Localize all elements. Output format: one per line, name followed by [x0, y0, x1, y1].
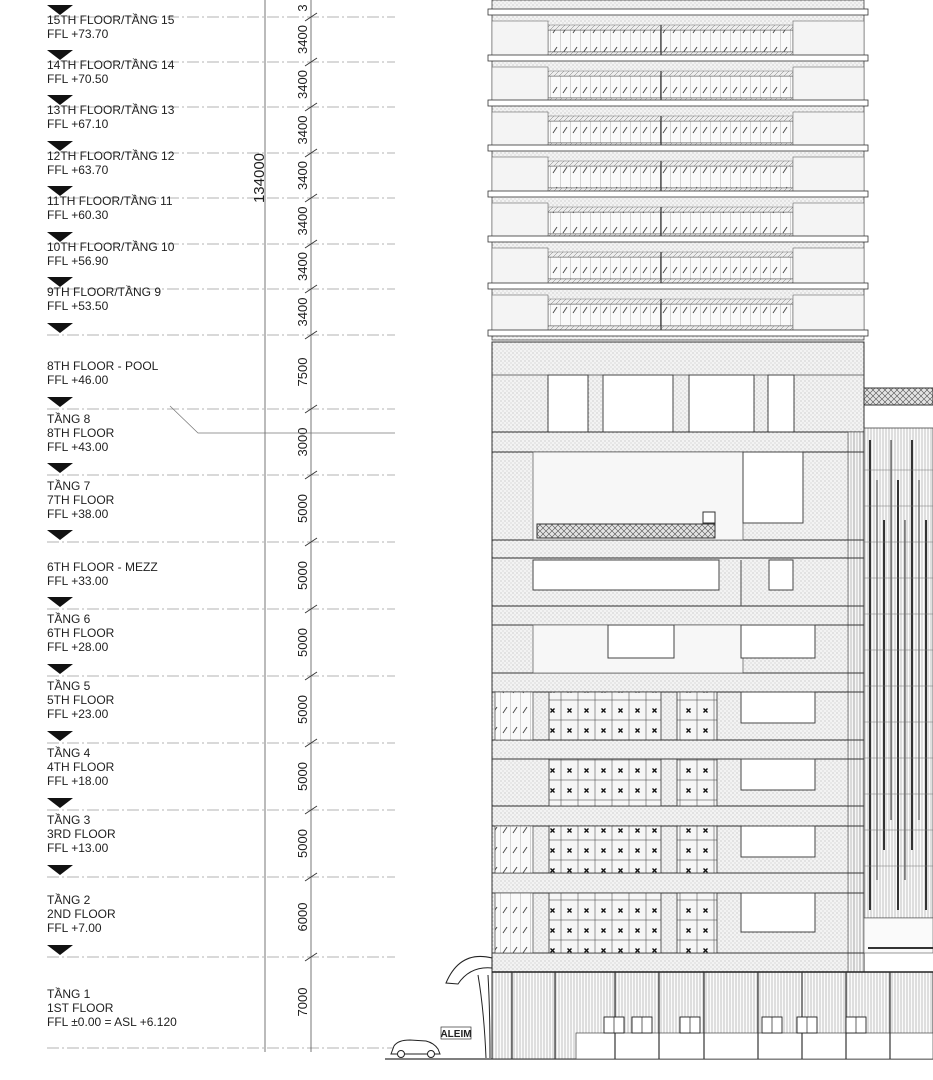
glazing-panel: [495, 826, 533, 873]
level-ffl: FFL +33.00: [47, 574, 109, 588]
level-title: 10TH FLOOR/TẦNG 10: [47, 240, 175, 254]
wall-panel: [793, 248, 864, 286]
level-title: TẦNG 7: [47, 479, 91, 493]
wall-opening: [741, 692, 815, 723]
glazing-band: [548, 257, 793, 279]
glazing-panel: [495, 893, 533, 953]
building-elevation: [391, 0, 933, 1059]
level-ffl: FFL +28.00: [47, 640, 109, 654]
level-title: TẦNG 5: [47, 679, 91, 693]
level-title: 9TH FLOOR/TẦNG 9: [47, 285, 162, 299]
level-marker-icon: [47, 323, 73, 333]
floor-slab: [488, 55, 868, 61]
level-ffl: FFL +73.70: [47, 27, 109, 41]
level-subtitle: 4TH FLOOR: [47, 760, 115, 774]
level-marker-icon: [47, 865, 73, 875]
spandrel-band: [548, 71, 793, 76]
spandrel-band: [548, 207, 793, 212]
wall-panel: [492, 21, 548, 59]
level-subtitle: 1ST FLOOR: [47, 1001, 114, 1015]
wall-opening: [741, 826, 815, 857]
spandrel-band: [548, 299, 793, 304]
storey-dimension: 3400: [295, 161, 310, 190]
storey-dimension: 5000: [295, 695, 310, 724]
level-title: TẦNG 1: [47, 987, 91, 1001]
spandrel-band: [548, 161, 793, 166]
level-title: 8TH FLOOR - POOL: [47, 359, 159, 373]
wall-panel: [793, 295, 864, 333]
wall-panel: [492, 295, 548, 333]
level-title: 12TH FLOOR/TẦNG 12: [47, 149, 175, 163]
ground-floor: [391, 956, 933, 1059]
window-grid: [677, 893, 717, 953]
storey-dimension: 3400: [295, 297, 310, 327]
entrance-canopy: [446, 956, 492, 984]
level-marker-icon: [47, 397, 73, 407]
wall-opening: [741, 893, 815, 932]
level-title: 13TH FLOOR/TẦNG 13: [47, 103, 175, 117]
floor-slab: [488, 9, 868, 15]
level-ffl: FFL +38.00: [47, 507, 109, 521]
storey-dimension: 3400: [295, 115, 310, 145]
level-title: TẦNG 2: [47, 893, 91, 907]
storey-dimension: 5000: [295, 628, 310, 657]
spandrel-band: [548, 116, 793, 121]
storey-dimensions: [295, 4, 310, 1016]
spandrel-band: [548, 252, 793, 257]
level-subtitle: 6TH FLOOR: [47, 626, 115, 640]
storey-dimension: 5000: [295, 561, 310, 590]
level-title: 6TH FLOOR - MEZZ: [47, 560, 158, 574]
wall-panel: [492, 203, 548, 241]
level-ffl: FFL +53.50: [47, 299, 109, 313]
level-title: TẦNG 3: [47, 813, 91, 827]
window-grid: [549, 759, 661, 806]
level-marker-icon: [47, 945, 73, 955]
podium-block: [492, 432, 864, 972]
window-grid: [549, 893, 661, 953]
wall-panel: [492, 157, 548, 195]
level-marker-icon: [47, 530, 73, 540]
wall-panel: [492, 112, 548, 150]
level-ffl: FFL +13.00: [47, 841, 109, 855]
level-ffl: FFL +18.00: [47, 774, 109, 788]
level-subtitle: 3RD FLOOR: [47, 827, 116, 841]
level-title: 11TH FLOOR/TẦNG 11: [47, 194, 173, 208]
level-annotations: [47, 5, 177, 1029]
level-ffl: FFL +60.30: [47, 208, 109, 222]
level-marker-icon: [47, 463, 73, 473]
level-subtitle: 2ND FLOOR: [47, 907, 116, 921]
level-ffl: FFL +63.70: [47, 163, 109, 177]
pool-deck-block: [492, 342, 933, 432]
floor-slab: [488, 145, 868, 151]
level-ffl: FFL +7.00: [47, 921, 102, 935]
level-ffl: FFL +56.90: [47, 254, 109, 268]
level-marker-icon: [47, 798, 73, 808]
storey-dimension: 3400: [295, 252, 310, 281]
storey-dimension: 3400: [295, 206, 310, 236]
tower-upper-floors: [488, 0, 868, 340]
wall-panel: [793, 67, 864, 105]
floor-slab: [488, 100, 868, 106]
window-grid: [549, 692, 661, 740]
wall-panel: [793, 157, 864, 195]
level-subtitle: 7TH FLOOR: [47, 493, 115, 507]
level-title: TẦNG 4: [47, 746, 91, 760]
wall-panel: [793, 21, 864, 59]
glazing-band: [548, 121, 793, 143]
level-ffl: FFL +46.00: [47, 373, 109, 387]
window-grid: [677, 759, 717, 806]
glazing-band: [548, 166, 793, 188]
window-grid: [677, 826, 717, 873]
wall-opening: [741, 759, 815, 790]
floor-slab: [488, 191, 868, 197]
level-marker-icon: [47, 664, 73, 674]
floor-slab: [488, 330, 868, 336]
level-title: 14TH FLOOR/TẦNG 14: [47, 58, 175, 72]
level-ffl: FFL +67.10: [47, 117, 109, 131]
storey-dimension: 3400: [295, 70, 310, 99]
level-title: TẦNG 6: [47, 612, 91, 626]
wall-panel: [793, 112, 864, 150]
glazing-band: [548, 30, 793, 52]
wall-panel: [793, 203, 864, 241]
glazing-panel: [495, 692, 533, 740]
car-illustration: [391, 1040, 440, 1058]
glazing-band: [548, 304, 793, 326]
level-ffl: FFL ±0.00 = ASL +6.120: [47, 1015, 177, 1029]
level-subtitle: 5TH FLOOR: [47, 693, 115, 707]
window-grid: [549, 826, 661, 873]
storey-dimension: 7000: [295, 987, 310, 1017]
glazing-band: [548, 212, 793, 234]
spandrel-band: [548, 25, 793, 30]
storey-dimension: 3: [295, 4, 310, 12]
storey-dimension: 5000: [295, 762, 310, 791]
wall-panel: [492, 248, 548, 286]
storey-dimension: 5000: [295, 829, 310, 858]
storey-dimension: 7500: [295, 357, 310, 387]
level-marker-icon: [47, 597, 73, 607]
floor-slab: [488, 236, 868, 242]
glazing-band: [548, 76, 793, 98]
total-height-dimension: 134000: [251, 152, 268, 204]
entrance-sign-text: ALEIM: [440, 1029, 472, 1040]
level-subtitle: 8TH FLOOR: [47, 426, 115, 440]
level-title: TẦNG 8: [47, 412, 91, 426]
right-wing-facade: [864, 428, 933, 953]
level-ffl: FFL +23.00: [47, 707, 109, 721]
level-ffl: FFL +43.00: [47, 440, 109, 454]
level-title: 15TH FLOOR/TẦNG 15: [47, 13, 175, 27]
storey-dimension: 6000: [295, 902, 310, 932]
window-grid: [677, 692, 717, 740]
wall-panel: [492, 67, 548, 105]
storey-dimension: 3000: [295, 427, 310, 457]
storey-dimension: 5000: [295, 494, 310, 523]
floor-slab: [488, 283, 868, 289]
level-ffl: FFL +70.50: [47, 72, 109, 86]
storey-dimension: 3400: [295, 25, 310, 54]
level-marker-icon: [47, 731, 73, 741]
leader-line: [170, 406, 395, 433]
